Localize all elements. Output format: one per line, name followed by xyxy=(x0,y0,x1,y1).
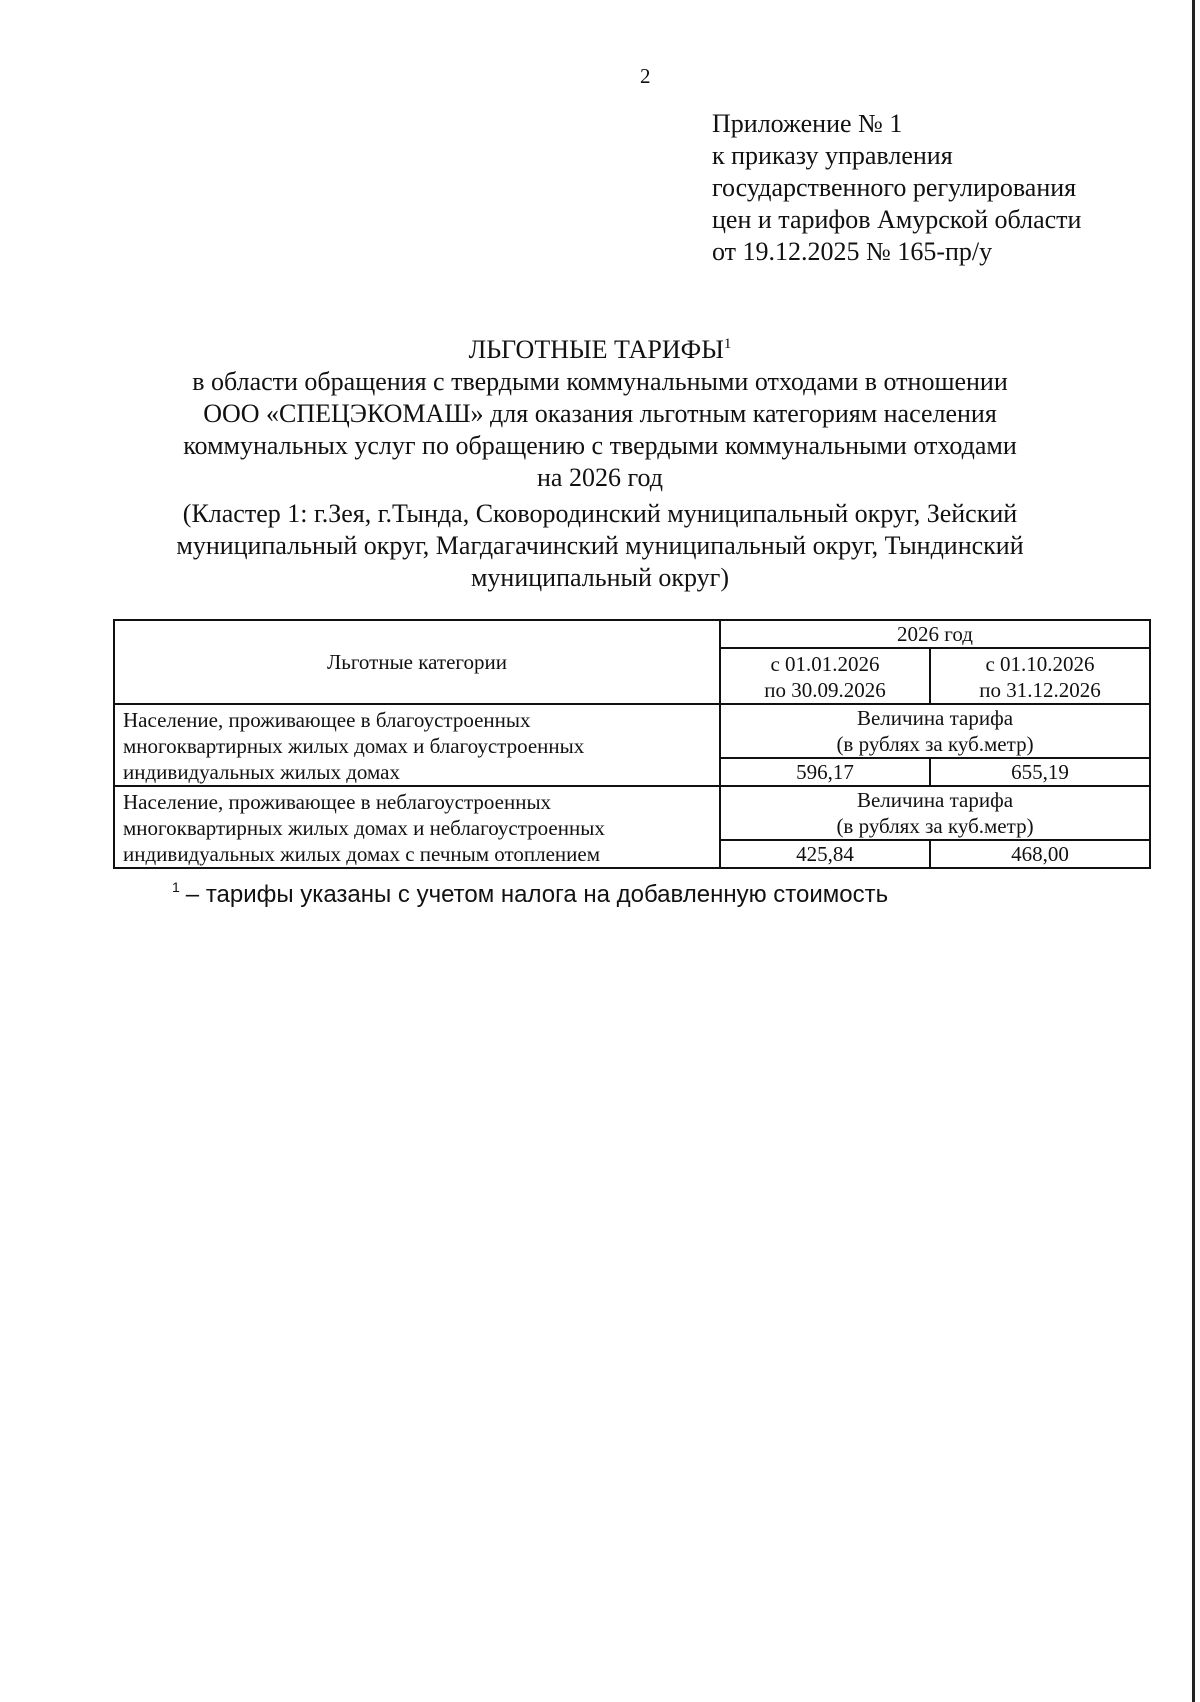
title-footnote-mark: 1 xyxy=(723,336,732,352)
footnote xyxy=(172,880,888,910)
table-row xyxy=(114,786,1150,840)
tariff-value: 468,00 xyxy=(930,840,1150,868)
appendix-line: цен и тарифов Амурской области xyxy=(712,205,1082,234)
tariff-value: 655,19 xyxy=(930,758,1150,786)
document-title-block xyxy=(110,334,1090,594)
subtitle-line: в области обращения с твердыми коммунальными отходами в отношении xyxy=(192,367,1008,396)
appendix-header xyxy=(712,108,1081,268)
table-row xyxy=(114,704,1150,758)
tariff-value: 425,84 xyxy=(720,840,930,868)
category-cell: Население, проживающее в благоустроенных многоквартирных жилых домах и благоустроенных индивидуальных жилых домах xyxy=(114,704,720,786)
scan-edge-line xyxy=(1192,0,1195,1702)
subtitle-line: коммунальных услуг по обращению с твердыми коммунальными отходами xyxy=(183,431,1017,460)
header-year: 2026 год xyxy=(720,620,1150,648)
header-period-1: с 01.01.2026 по 30.09.2026 xyxy=(720,648,930,704)
cluster-line: муниципальный округ, Магдагачинский муниципальный округ, Тындинский xyxy=(176,531,1024,560)
table-header-row xyxy=(114,620,1150,648)
footnote-mark: 1 xyxy=(172,879,180,895)
subtitle-line: ООО «СПЕЦЭКОМАШ» для оказания льготным категориям населения xyxy=(203,399,997,428)
appendix-line: Приложение № 1 xyxy=(712,109,903,138)
subtitle-line: на 2026 год xyxy=(537,463,663,492)
page-number: 2 xyxy=(640,64,651,88)
appendix-line: государственного регулирования xyxy=(712,173,1077,202)
category-cell: Население, проживающее в неблагоустроенных многоквартирных жилых домах и неблагоустроенных индивидуальных жилых домах с печным отоплением xyxy=(114,786,720,868)
cluster-line: (Кластер 1: г.Зея, г.Тында, Сковородинский муниципальный округ, Зейский xyxy=(182,499,1018,528)
cluster-line: муниципальный округ) xyxy=(470,563,730,592)
tariff-table xyxy=(113,619,1151,869)
footnote-text: – тарифы указаны с учетом налога на добавленную стоимость xyxy=(185,881,889,908)
tariff-value: 596,17 xyxy=(720,758,930,786)
unit-cell: Величина тарифа (в рублях за куб.метр) xyxy=(720,786,1150,840)
appendix-line: к приказу управления xyxy=(712,141,953,170)
document-title: ЛЬГОТНЫЕ ТАРИФЫ$^1$ xyxy=(468,335,732,364)
header-period-2: с 01.10.2026 по 31.12.2026 xyxy=(930,648,1150,704)
appendix-line: от 19.12.2025 № 165-пр/у xyxy=(712,237,993,266)
header-category: Льготные категории xyxy=(114,620,720,704)
unit-cell: Величина тарифа (в рублях за куб.метр) xyxy=(720,704,1150,758)
